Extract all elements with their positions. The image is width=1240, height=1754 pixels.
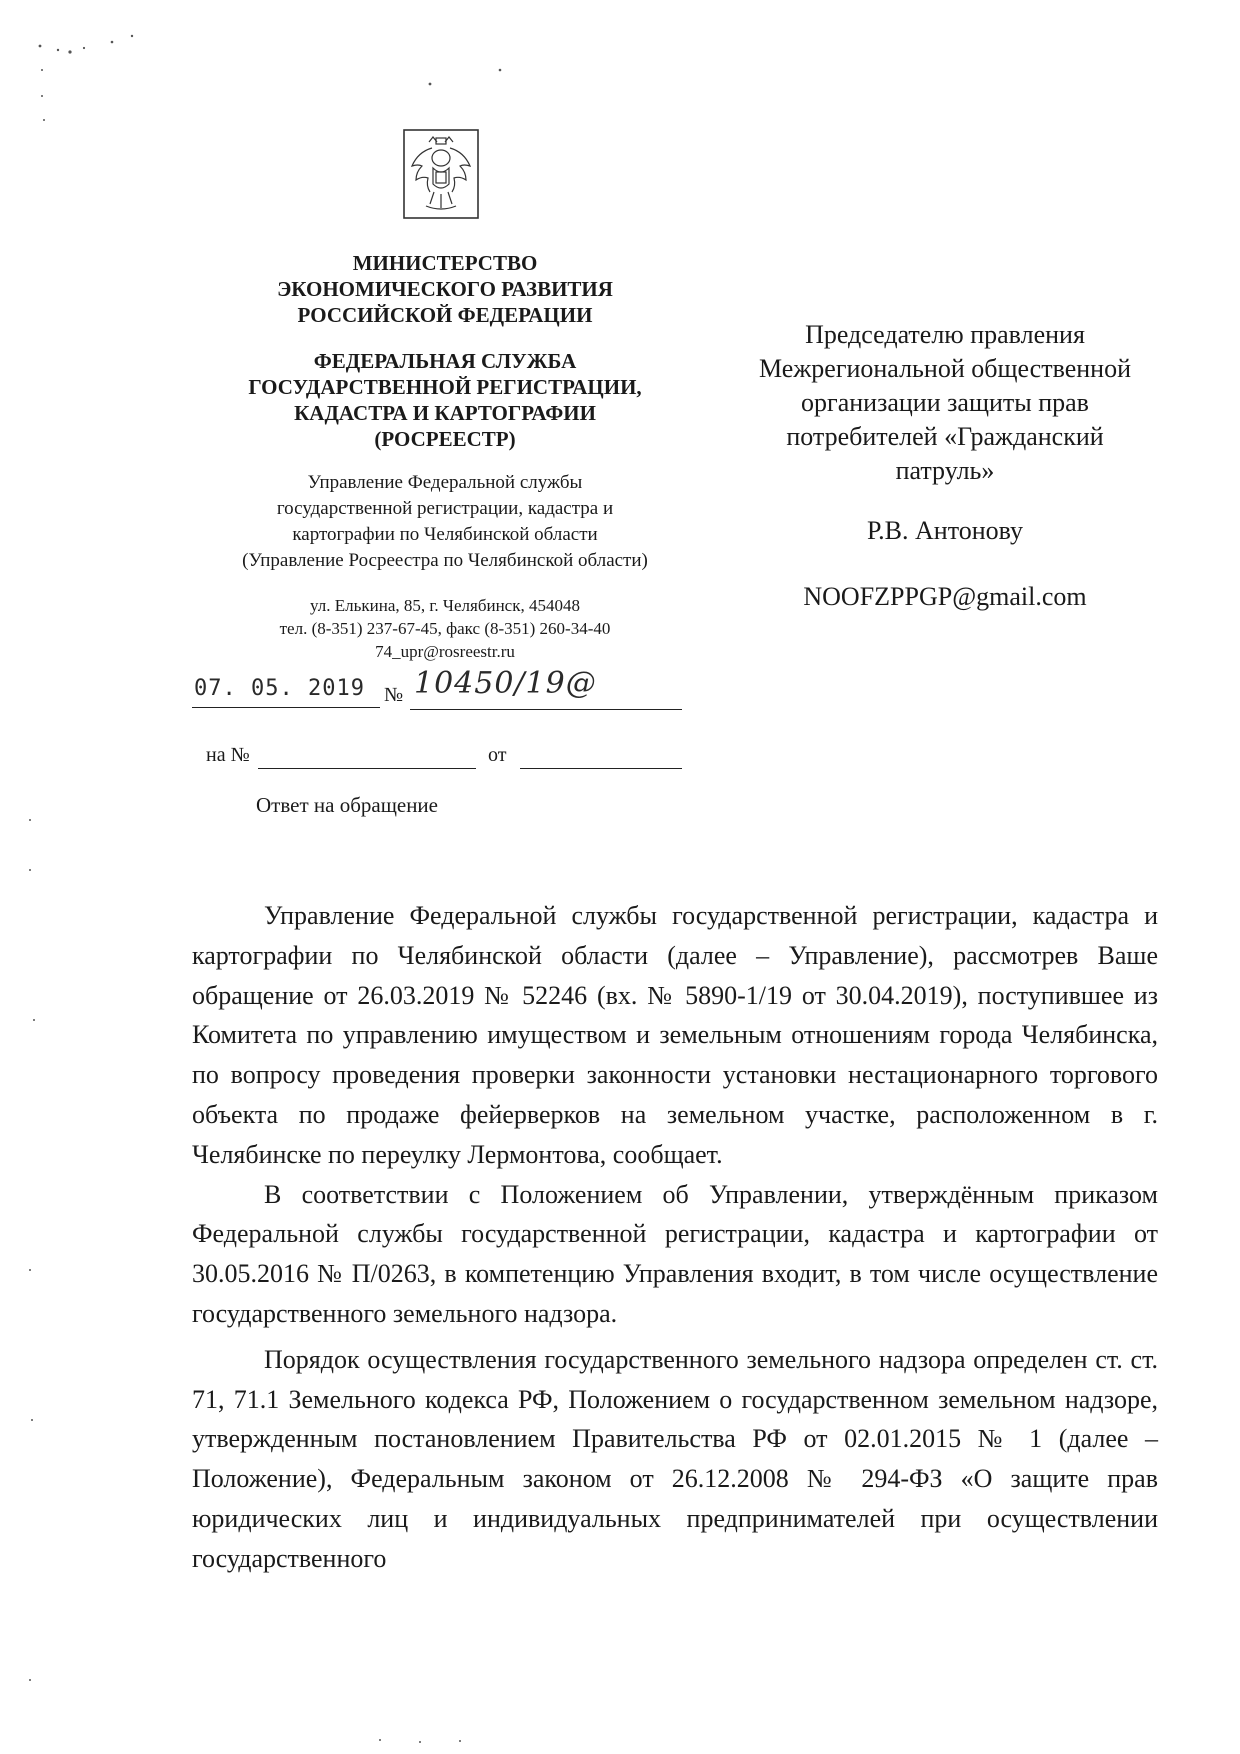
registration-row [192, 666, 682, 710]
addressee-email: NOOFZPPGP@gmail.com [803, 582, 1087, 611]
addressee [725, 318, 1165, 488]
ministry-line: ЭКОНОМИЧЕСКОГО РАЗВИТИЯ [277, 277, 613, 301]
registration-number: 10450/19@ [414, 666, 597, 701]
body-paragraph: Управление Федеральной службы государственной регистрации, кадастра и картографии по Челябинской области (далее – Управление), рассмотрев Ваше обращение от 26.03.2019 № 52246 (вх. № 5890-1/19 от 30.04.2019), поступившее из Комитета по управлению имуществом и земельным отношениям города Челябинска, по вопросу проведения проверки законности установки нестационарного торгового объекта по продаже фейерверков на земельном участке, расположенном в г. Челябинске по переулку Лермонтова, сообщает. [192, 901, 1158, 1169]
addressee-line: потребителей «Гражданский [786, 422, 1104, 451]
date-underline [192, 707, 380, 708]
reference-number-label: на № [206, 744, 250, 766]
number-underline [410, 709, 682, 710]
address-line: ул. Елькина, 85, г. Челябинск, 454048 [310, 596, 580, 615]
addressee-line: Межрегиональной общественной [759, 354, 1131, 383]
office-contacts [180, 594, 710, 663]
addressee-line: организации защиты прав [801, 388, 1089, 417]
letter-subject: Ответ на обращение [256, 793, 438, 817]
service-line: (РОСРЕЕСТР) [374, 427, 516, 451]
ministry-line: МИНИСТЕРСТВО [352, 251, 538, 275]
service-line: ГОСУДАРСТВЕННОЙ РЕГИСТРАЦИИ, [248, 375, 642, 399]
ministry-name [180, 250, 710, 328]
reference-date-field [520, 768, 682, 769]
office-line: картографии по Челябинской области [292, 524, 598, 545]
letter-body [192, 896, 1158, 1579]
office-name [180, 470, 710, 574]
reference-date-label: от [488, 744, 507, 766]
russian-coat-of-arms-icon [402, 128, 480, 220]
reference-row [206, 744, 682, 774]
addressee-line: патруль» [895, 456, 995, 485]
emblem [402, 128, 480, 220]
service-line: ФЕДЕРАЛЬНАЯ СЛУЖБА [313, 349, 577, 373]
service-line: КАДАСТРА И КАРТОГРАФИИ [294, 401, 596, 425]
number-label: № [384, 684, 404, 706]
ministry-line: РОССИЙСКОЙ ФЕДЕРАЦИИ [297, 303, 593, 327]
body-paragraph: Порядок осуществления государственного земельного надзора определен ст. ст. 71, 71.1 Земельного кодекса РФ, Положением о государственном земельном надзоре, утвержденным постановлением Правительства РФ от 02.01.2015 № 1 (далее – Положение), Федеральным законом от 26.12.2008 № 294-ФЗ «О защите прав юридических лиц и индивидуальных предпринимателей при осуществлении государственного [192, 1344, 1158, 1573]
registration-date: 07. 05. 2019 [194, 676, 365, 701]
addressee-name: Р.В. Антонову [866, 516, 1024, 545]
reference-number-field [258, 768, 476, 769]
body-paragraph: В соответствии с Положением об Управлении, утверждённым приказом Федеральной службы государственной регистрации, кадастра и картографии от 30.05.2016 № П/0263, в компетенцию Управления входит, в том числе осуществление государственного земельного надзора. [192, 1179, 1158, 1328]
office-line: (Управление Росреестра по Челябинской области) [242, 550, 648, 571]
phone-line: тел. (8-351) 237-67-45, факс (8-351) 260-34-40 [279, 619, 611, 638]
office-line: Управление Федеральной службы [307, 472, 583, 493]
office-line: государственной регистрации, кадастра и [276, 498, 614, 519]
service-name [180, 348, 710, 452]
addressee-line: Председателю правления [805, 320, 1085, 349]
email-line: 74_upr@rosreestr.ru [375, 642, 515, 661]
